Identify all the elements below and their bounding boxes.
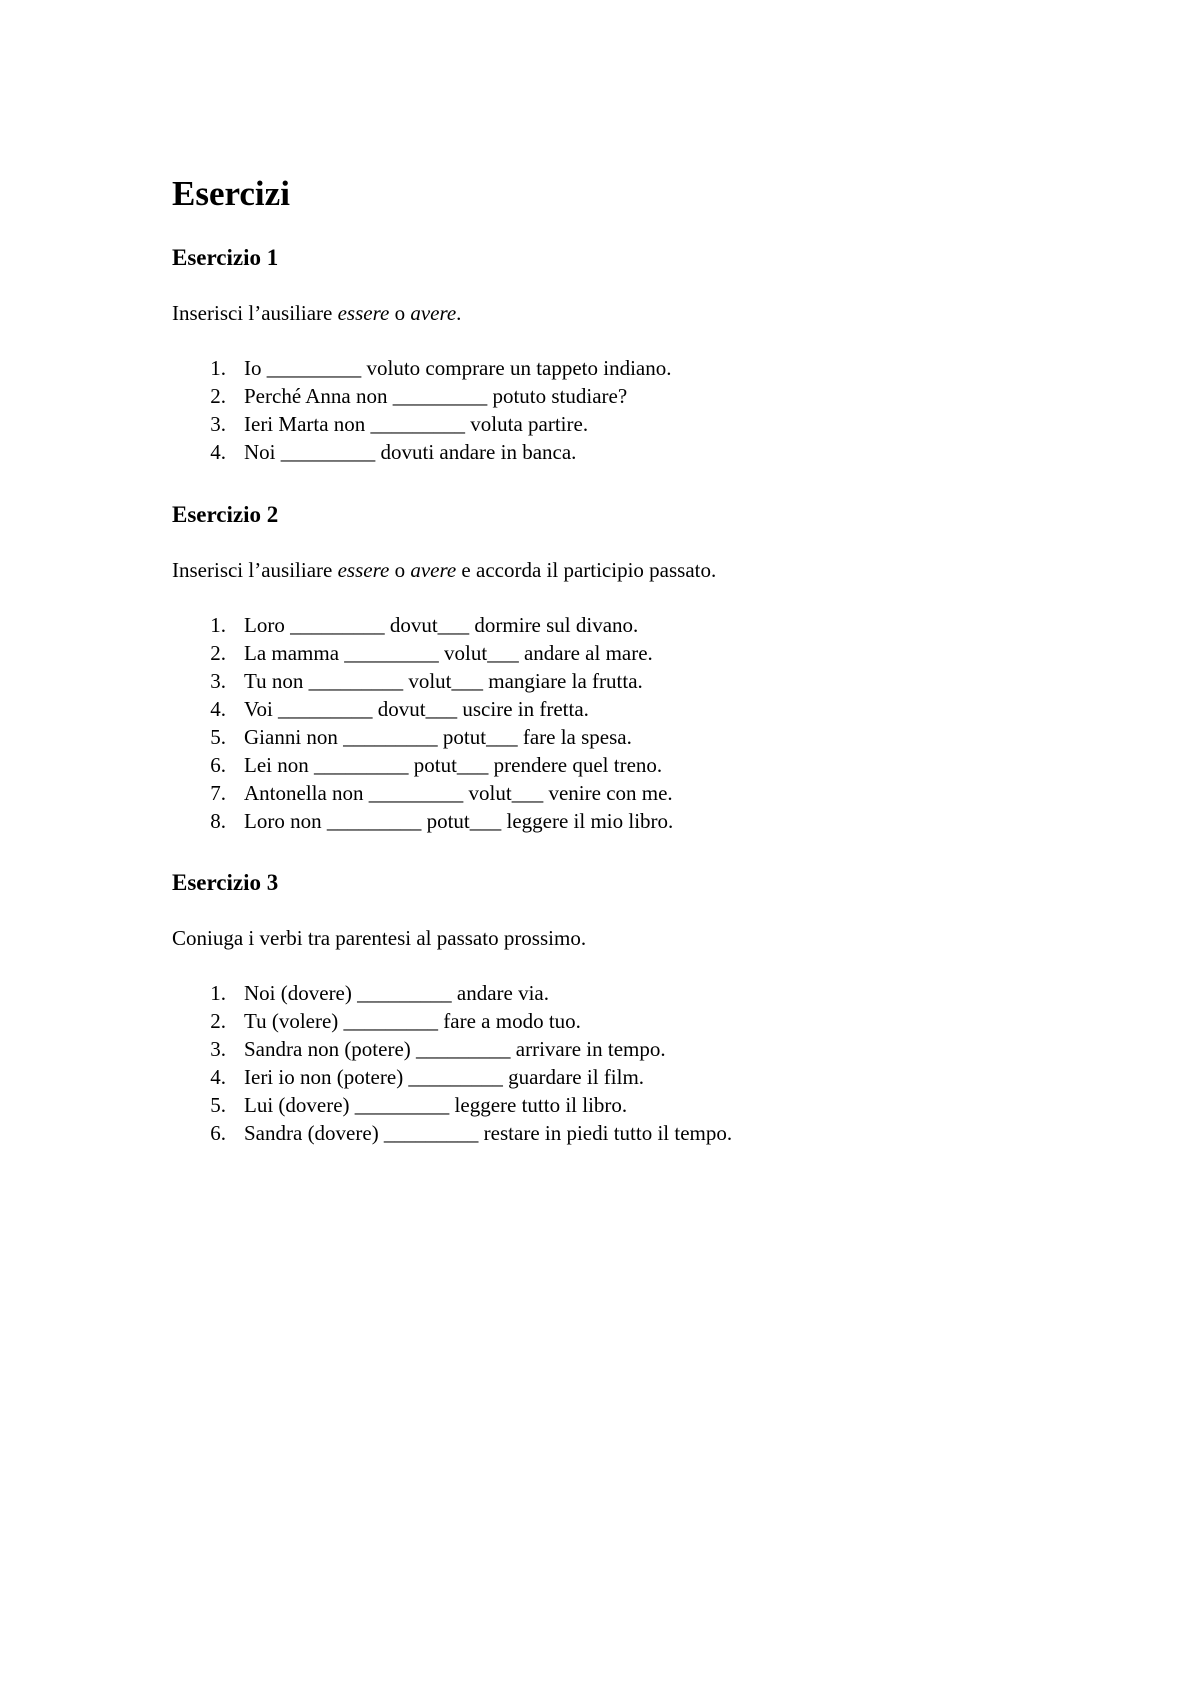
- exercise-3-title: Esercizio 3: [172, 870, 279, 895]
- item-number: 2.: [210, 1009, 226, 1033]
- list-item: [172, 639, 1072, 667]
- item-number: 5.: [210, 1093, 226, 1117]
- item-number: 3.: [210, 412, 226, 436]
- item-text: Perché Anna non _________ potuto studiare?: [244, 384, 628, 408]
- list-item: [172, 438, 1072, 466]
- list-item: [172, 410, 1072, 438]
- exercise-3-list: [172, 979, 1072, 1147]
- item-text: Noi (dovere) _________ andare via.: [244, 981, 549, 1005]
- item-text: Tu (volere) _________ fare a modo tuo.: [244, 1009, 581, 1033]
- list-item: [172, 611, 1072, 639]
- exercise-1-list: [172, 354, 1072, 466]
- list-item: [172, 979, 1072, 1007]
- item-text: Noi _________ dovuti andare in banca.: [244, 440, 577, 464]
- item-text: Io _________ voluto comprare un tappeto indiano.: [244, 356, 672, 380]
- exercise-2-instruction: [172, 556, 1072, 584]
- exercise-2-title: Esercizio 2: [172, 502, 279, 527]
- list-item: [172, 1035, 1072, 1063]
- exercise-1-instruction: [172, 299, 1072, 327]
- instruction-text: Inserisci l’ausiliare: [172, 301, 338, 325]
- instruction-emphasis: essere: [337, 301, 390, 325]
- item-text: Loro non _________ potut___ leggere il mio libro.: [244, 809, 674, 833]
- item-text: Ieri Marta non _________ voluta partire.: [244, 412, 589, 436]
- item-text: Antonella non _________ volut___ venire con me.: [244, 781, 673, 805]
- exercise-1-section: [172, 244, 1072, 466]
- list-item: [172, 382, 1072, 410]
- instruction-emphasis: essere: [337, 558, 390, 582]
- item-number: 4.: [210, 1065, 226, 1089]
- item-text: Lei non _________ potut___ prendere quel treno.: [244, 753, 663, 777]
- exercise-2-list: [172, 611, 1072, 835]
- list-item: [172, 1007, 1072, 1035]
- page-title: Esercizi: [172, 174, 290, 213]
- exercise-2-section: [172, 501, 1072, 835]
- item-number: 1.: [210, 356, 226, 380]
- list-item: [172, 1063, 1072, 1091]
- item-text: Voi _________ dovut___ uscire in fretta.: [244, 697, 589, 721]
- item-number: 7.: [210, 781, 226, 805]
- list-item: [172, 667, 1072, 695]
- list-item: [172, 779, 1072, 807]
- item-number: 5.: [210, 725, 226, 749]
- list-item: [172, 723, 1072, 751]
- instruction-text: .: [456, 301, 462, 325]
- item-number: 3.: [210, 669, 226, 693]
- item-number: 4.: [210, 697, 226, 721]
- instruction-text: o: [389, 558, 411, 582]
- item-number: 2.: [210, 384, 226, 408]
- item-text: Tu non _________ volut___ mangiare la frutta.: [244, 669, 643, 693]
- item-text: Loro _________ dovut___ dormire sul divano.: [244, 613, 639, 637]
- item-number: 1.: [210, 981, 226, 1005]
- item-number: 6.: [210, 753, 226, 777]
- exercise-1-title: Esercizio 1: [172, 245, 279, 270]
- list-item: [172, 807, 1072, 835]
- item-text: Lui (dovere) _________ leggere tutto il libro.: [244, 1093, 628, 1117]
- item-number: 4.: [210, 440, 226, 464]
- list-item: [172, 695, 1072, 723]
- instruction-text: e accorda il participio passato.: [456, 558, 717, 582]
- item-number: 8.: [210, 809, 226, 833]
- item-text: Sandra non (potere) _________ arrivare in tempo.: [244, 1037, 666, 1061]
- item-text: Ieri io non (potere) _________ guardare il film.: [244, 1065, 645, 1089]
- item-text: Gianni non _________ potut___ fare la spesa.: [244, 725, 632, 749]
- exercise-3-instruction: Coniuga i verbi tra parentesi al passato prossimo.: [172, 926, 587, 950]
- item-number: 2.: [210, 641, 226, 665]
- item-number: 6.: [210, 1121, 226, 1145]
- item-text: Sandra (dovere) _________ restare in piedi tutto il tempo.: [244, 1121, 733, 1145]
- item-number: 3.: [210, 1037, 226, 1061]
- list-item: [172, 1091, 1072, 1119]
- instruction-text: Inserisci l’ausiliare: [172, 558, 338, 582]
- instruction-emphasis: avere: [410, 301, 457, 325]
- exercise-3-section: [172, 869, 1072, 1147]
- instruction-emphasis: avere: [410, 558, 457, 582]
- item-text: La mamma _________ volut___ andare al mare.: [244, 641, 653, 665]
- item-number: 1.: [210, 613, 226, 637]
- list-item: [172, 354, 1072, 382]
- instruction-text: o: [389, 301, 411, 325]
- list-item: [172, 751, 1072, 779]
- list-item: [172, 1119, 1072, 1147]
